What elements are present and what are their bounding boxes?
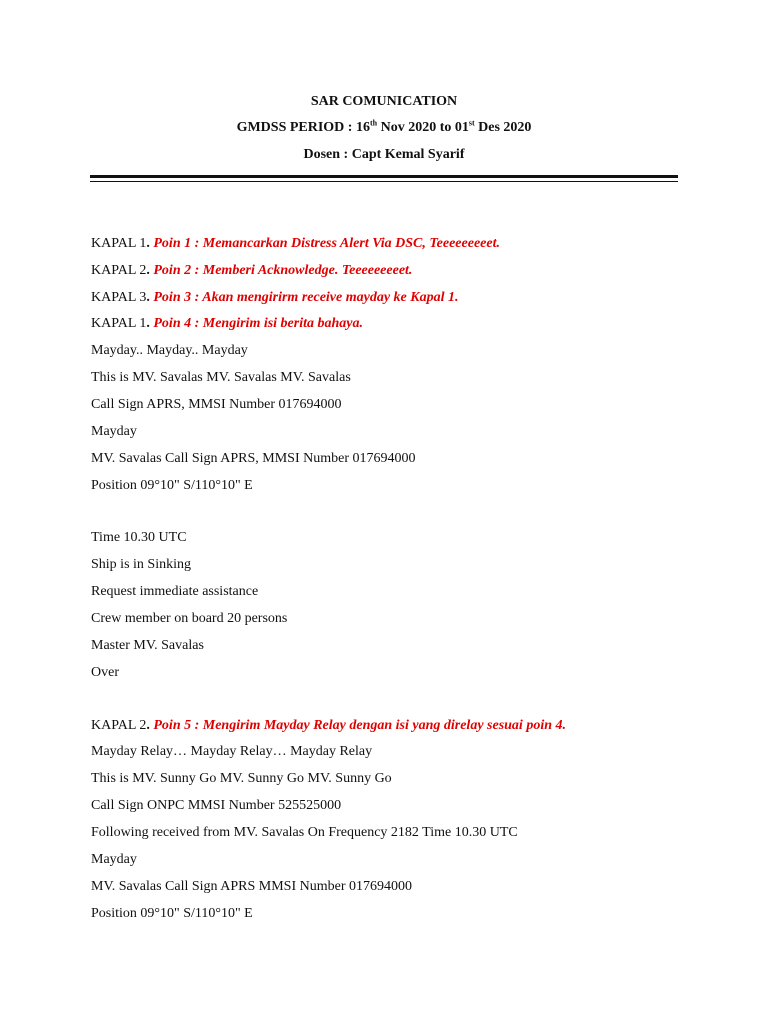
message-line: Position 09°10" S/110°10" E <box>91 906 253 921</box>
message-line: MV. Savalas Call Sign APRS MMSI Number 017694000 <box>91 879 412 894</box>
ship-label: KAPAL 1 <box>91 316 147 331</box>
header-divider-thin <box>90 181 678 182</box>
message-line: Request immediate assistance <box>91 584 259 599</box>
ship-dot: . <box>146 290 150 305</box>
step-line <box>91 289 459 307</box>
step-line <box>91 262 412 280</box>
gmdss-period <box>0 119 768 137</box>
ship-label: KAPAL 2 <box>91 718 147 733</box>
period-suffix: Des 2020 <box>474 120 532 135</box>
message-line: Ship is in Sinking <box>91 557 191 572</box>
period-prefix: GMDSS PERIOD : 16 <box>236 120 370 135</box>
message-line: Call Sign ONPC MMSI Number 525525000 <box>91 798 342 813</box>
poin-instruction: Poin 1 : Memancarkan Distress Alert Via DSC, Teeeeeeeeet. <box>149 236 500 251</box>
poin-instruction: Poin 2 : Memberi Acknowledge. Teeeeeeeeet. <box>149 263 413 278</box>
message-line: Crew member on board 20 persons <box>91 611 288 626</box>
dosen-line: Dosen : Capt Kemal Syarif <box>303 147 465 162</box>
poin-instruction: Poin 3 : Akan mengirirm receive mayday ke Kapal 1. <box>149 290 459 305</box>
message-line: Mayday <box>91 424 137 439</box>
ship-label: KAPAL 2 <box>91 263 147 278</box>
message-line: Over <box>91 665 119 680</box>
ship-dot: . <box>146 718 150 733</box>
document-title: SAR COMUNICATION <box>310 94 458 109</box>
header-divider-thick <box>90 175 678 178</box>
message-line: Position 09°10" S/110°10" E <box>91 478 253 493</box>
ship-label: KAPAL 1 <box>91 236 147 251</box>
ship-label: KAPAL 3 <box>91 290 147 305</box>
ship-dot: . <box>146 263 150 278</box>
ship-dot: . <box>146 316 150 331</box>
message-line: Following received from MV. Savalas On Frequency 2182 Time 10.30 UTC <box>91 825 518 840</box>
message-line: Time 10.30 UTC <box>91 530 187 545</box>
message-line: MV. Savalas Call Sign APRS, MMSI Number 017694000 <box>91 451 416 466</box>
message-line: Mayday <box>91 852 137 867</box>
poin-instruction: Poin 4 : Mengirim isi berita bahaya. <box>149 316 363 331</box>
period-middle: Nov 2020 to 01 <box>377 120 469 135</box>
step-line <box>91 315 363 333</box>
message-line: Call Sign APRS, MMSI Number 017694000 <box>91 397 342 412</box>
message-line: Mayday.. Mayday.. Mayday <box>91 343 248 358</box>
poin-instruction: Poin 5 : Mengirim Mayday Relay dengan isi yang direlay sesuai poin 4. <box>149 718 566 733</box>
ship-dot: . <box>146 236 150 251</box>
period-superscript-1: th <box>369 118 378 128</box>
message-line: This is MV. Savalas MV. Savalas MV. Savalas <box>91 370 351 385</box>
message-line: Master MV. Savalas <box>91 638 204 653</box>
message-line: Mayday Relay… Mayday Relay… Mayday Relay <box>91 744 373 759</box>
period-superscript-2: st <box>468 118 475 128</box>
step-line <box>91 235 500 253</box>
step-line <box>91 717 566 735</box>
message-line: This is MV. Sunny Go MV. Sunny Go MV. Sunny Go <box>91 771 392 786</box>
